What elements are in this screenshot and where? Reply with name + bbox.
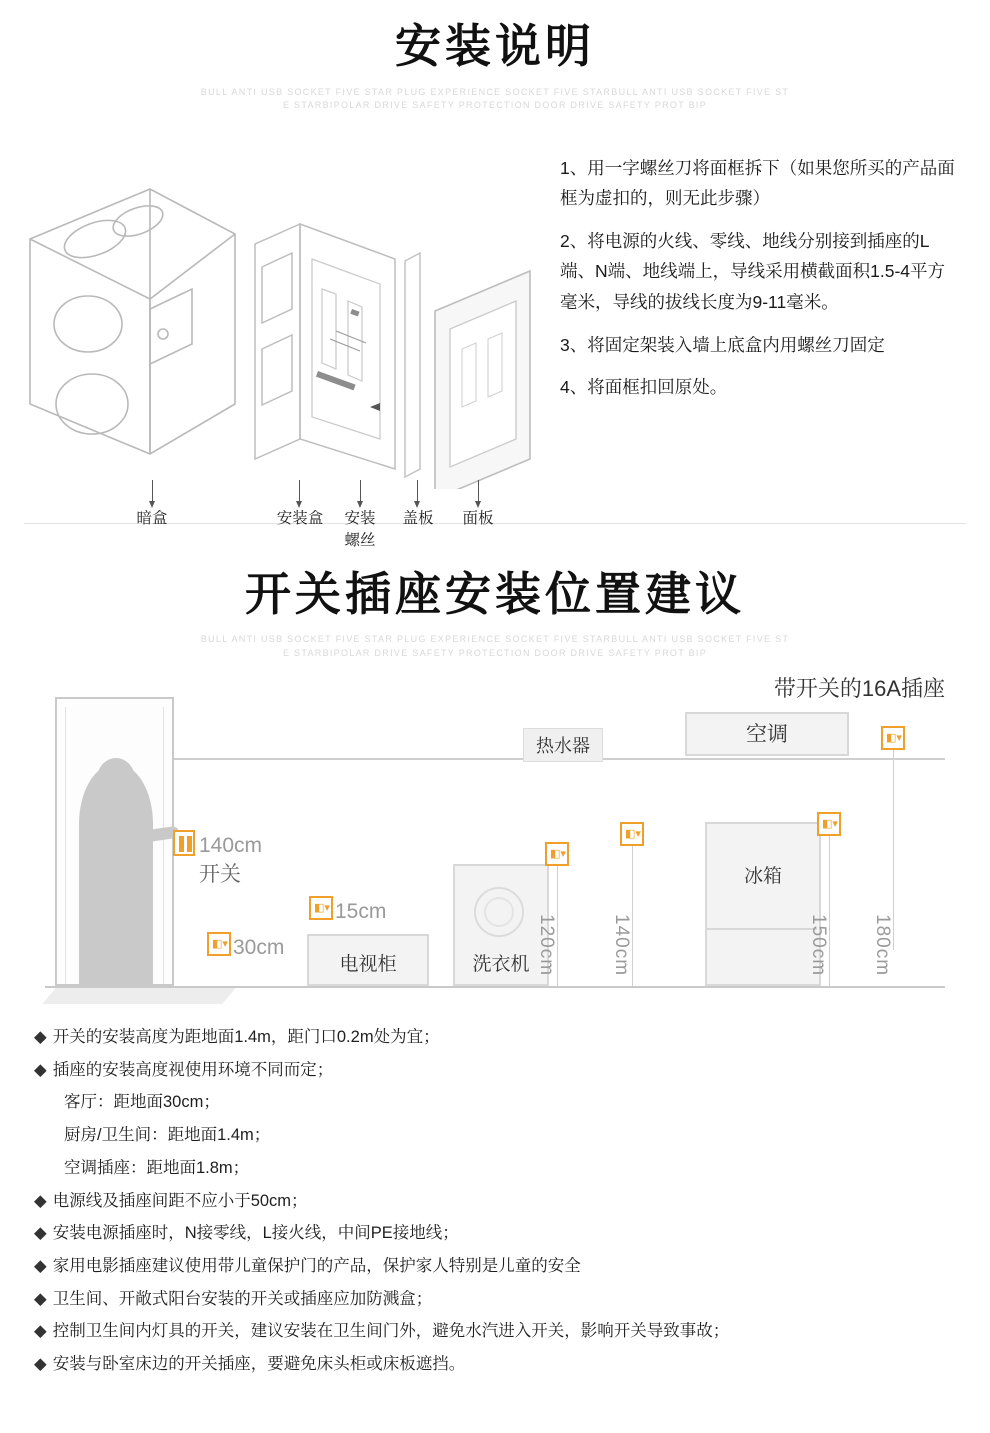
switch-rocker-left <box>179 836 184 852</box>
step-3: 3、将固定架装入墙上底盒内用螺丝刀固定 <box>560 334 885 355</box>
dim-label-150: 150cm <box>808 913 829 976</box>
part-label-cover-plate: 盖板 <box>402 509 434 527</box>
section2-subtitle-line2: E STARBIPOLAR DRIVE SAFETY PROTECTION DOOR DRIVE SAFETY PROT BIP <box>282 647 708 658</box>
bullet-icon: ◆ <box>34 1060 47 1079</box>
socket-icon-washer <box>545 842 569 866</box>
note-item-8 <box>34 1351 956 1378</box>
switch-icon <box>173 830 195 856</box>
dim-line-180 <box>893 750 894 950</box>
person-head <box>97 758 135 800</box>
note-item-3 <box>34 1188 956 1215</box>
bullet-icon: ◆ <box>34 1028 47 1046</box>
installation-steps <box>560 139 960 415</box>
callout-16a-socket: 带开关的16A插座 <box>773 676 945 701</box>
note-item-6 <box>34 1286 956 1313</box>
part-label-screw-line2: 螺丝 <box>344 531 376 549</box>
note-item-4 <box>34 1220 956 1247</box>
pointer-line-2 <box>299 480 300 502</box>
switch-height-label: 140cm <box>199 834 263 857</box>
section1-subtitle-line2: E STARBIPOLAR DRIVE SAFETY PROTECTION DOOR DRIVE SAFETY PROT BIP <box>282 100 708 110</box>
dim-label-120: 120cm <box>536 913 557 976</box>
note-item-5 <box>34 1253 956 1280</box>
note-subitem-3 <box>64 1155 956 1182</box>
socket-pins-living: ◧▾ <box>212 938 228 950</box>
placement-scene-diagram <box>45 676 945 1006</box>
tv-cabinet <box>307 934 429 986</box>
socket-pins-aircon: ◧▾ <box>886 732 902 744</box>
part-label-mounting-box: 安装盒 <box>276 509 324 527</box>
dim-label-180: 180cm <box>872 913 893 976</box>
person-silhouette <box>79 764 153 984</box>
section2-title: 开关插座安装位置建议 <box>245 567 745 620</box>
section2-subtitle <box>0 633 990 660</box>
washing-machine-label: 洗衣机 <box>472 954 530 975</box>
socket-pins-tv: ◧▾ <box>314 902 330 914</box>
dim-line-150 <box>829 836 830 986</box>
exploded-socket-diagram <box>0 139 560 549</box>
note-text-2: 插座的安装高度视使用环境不同而定； <box>52 1060 334 1079</box>
note-text-4: 安装电源插座时，N接零线，L接火线，中间PE接地线； <box>52 1224 459 1243</box>
socket-pins-fridge: ◧▾ <box>822 818 838 830</box>
tv-cabinet-label: 电视柜 <box>339 954 397 975</box>
floor-shadow <box>42 988 235 1004</box>
note-text-3: 电源线及插座间距不应小于50cm； <box>52 1191 308 1210</box>
note-item-1 <box>34 1024 956 1051</box>
refrigerator <box>705 822 821 986</box>
pointer-line-3 <box>360 480 361 502</box>
note-text-5: 家用电影插座建议使用带儿童保护门的产品，保护家人特别是儿童的安全 <box>52 1257 581 1276</box>
part-label-back-box: 暗盒 <box>136 509 168 527</box>
part-label-screw-line1: 安装 <box>344 509 376 527</box>
placement-notes-list <box>34 1024 956 1378</box>
dim-label-140: 140cm <box>611 913 632 976</box>
socket-icon-aircon <box>881 726 905 750</box>
section-installation-instructions <box>0 0 990 549</box>
switch-rocker-right <box>187 836 192 852</box>
step-2: 2、将电源的火线、零线、地线分别接到插座的L端、N端、地线端上，导线采用横截面积1.5-4平方毫米，导线的拔线长度为9-11毫米。 <box>560 230 946 312</box>
note-subitem-1 <box>64 1089 956 1116</box>
section1-subtitle-line1: BULL ANTI USB SOCKET FIVE STAR PLUG EXPERIENCE SOCKET FIVE STARBULL ANTI USB SOCKET FIVE ST <box>200 86 790 97</box>
washer-drum-icon <box>469 884 529 940</box>
section1-body <box>0 139 990 549</box>
part-label-front-panel: 面板 <box>462 509 494 527</box>
fridge-door-split <box>705 928 817 930</box>
part-label-row <box>0 494 560 550</box>
dim-line-140 <box>632 846 633 986</box>
section1-title: 安装说明 <box>395 20 595 72</box>
bullet-icon: ◆ <box>34 1289 47 1308</box>
pointer-line-1 <box>152 480 153 502</box>
socket-pins-washer: ◧▾ <box>550 848 566 860</box>
water-heater-tag: 热水器 <box>523 728 603 762</box>
section2-subtitle-line1: BULL ANTI USB SOCKET FIVE STAR PLUG EXPERIENCE SOCKET FIVE STARBULL ANTI USB SOCKET FIVE ST <box>200 634 790 644</box>
note-item-2 <box>34 1057 956 1084</box>
note-text-7: 控制卫生间内灯具的开关，建议安装在卫生间门外，避免水汽进入开关，影响开关导致事故； <box>52 1322 730 1341</box>
bullet-icon: ◆ <box>34 1355 47 1374</box>
socket-icon-living <box>207 932 231 956</box>
refrigerator-label: 冰箱 <box>743 866 782 887</box>
section-placement-advice <box>0 524 990 1378</box>
socket-icon-fridge <box>817 812 841 836</box>
switch-name-label: 开关 <box>199 863 241 886</box>
section1-subtitle <box>0 86 990 113</box>
air-conditioner <box>685 712 849 756</box>
dim-line-120 <box>557 866 558 986</box>
note-text-8: 安装与卧室床边的开关插座，要避免床头柜或床板遮挡。 <box>52 1355 466 1374</box>
note-subtext-1: 客厅：距地面30cm； <box>64 1093 220 1112</box>
socket-icon-bath <box>620 822 644 846</box>
exploded-view-svg <box>0 139 560 489</box>
step-4: 4、将面框扣回原处。 <box>560 377 728 398</box>
note-subitem-2 <box>64 1122 956 1149</box>
socket-tv-label: 15cm <box>335 900 387 923</box>
air-conditioner-label: 空调 <box>746 723 788 746</box>
note-text-6: 卫生间、开敞式阳台安装的开关或插座应加防溅盒； <box>52 1289 433 1308</box>
pointer-line-4 <box>417 480 418 502</box>
note-subtext-3: 空调插座：距地面1.8m； <box>64 1158 250 1177</box>
bullet-icon: ◆ <box>34 1322 47 1341</box>
bullet-icon: ◆ <box>34 1191 47 1210</box>
note-subtext-2: 厨房/卫生间：距地面1.4m； <box>64 1126 271 1145</box>
socket-pins-bath: ◧▾ <box>625 828 641 840</box>
socket-living-label: 30cm <box>233 936 285 959</box>
pointer-line-5 <box>478 480 479 502</box>
note-item-7 <box>34 1318 956 1345</box>
bullet-icon: ◆ <box>34 1224 47 1243</box>
note-text-1: 开关的安装高度为距地面1.4m，距门口0.2m处为宜； <box>52 1028 440 1046</box>
bullet-icon: ◆ <box>34 1257 47 1276</box>
step-1: 1、用一字螺丝刀将面框拆下（如果您所买的产品面框为虚扣的，则无此步骤） <box>560 157 955 209</box>
socket-icon-tv <box>309 896 333 920</box>
